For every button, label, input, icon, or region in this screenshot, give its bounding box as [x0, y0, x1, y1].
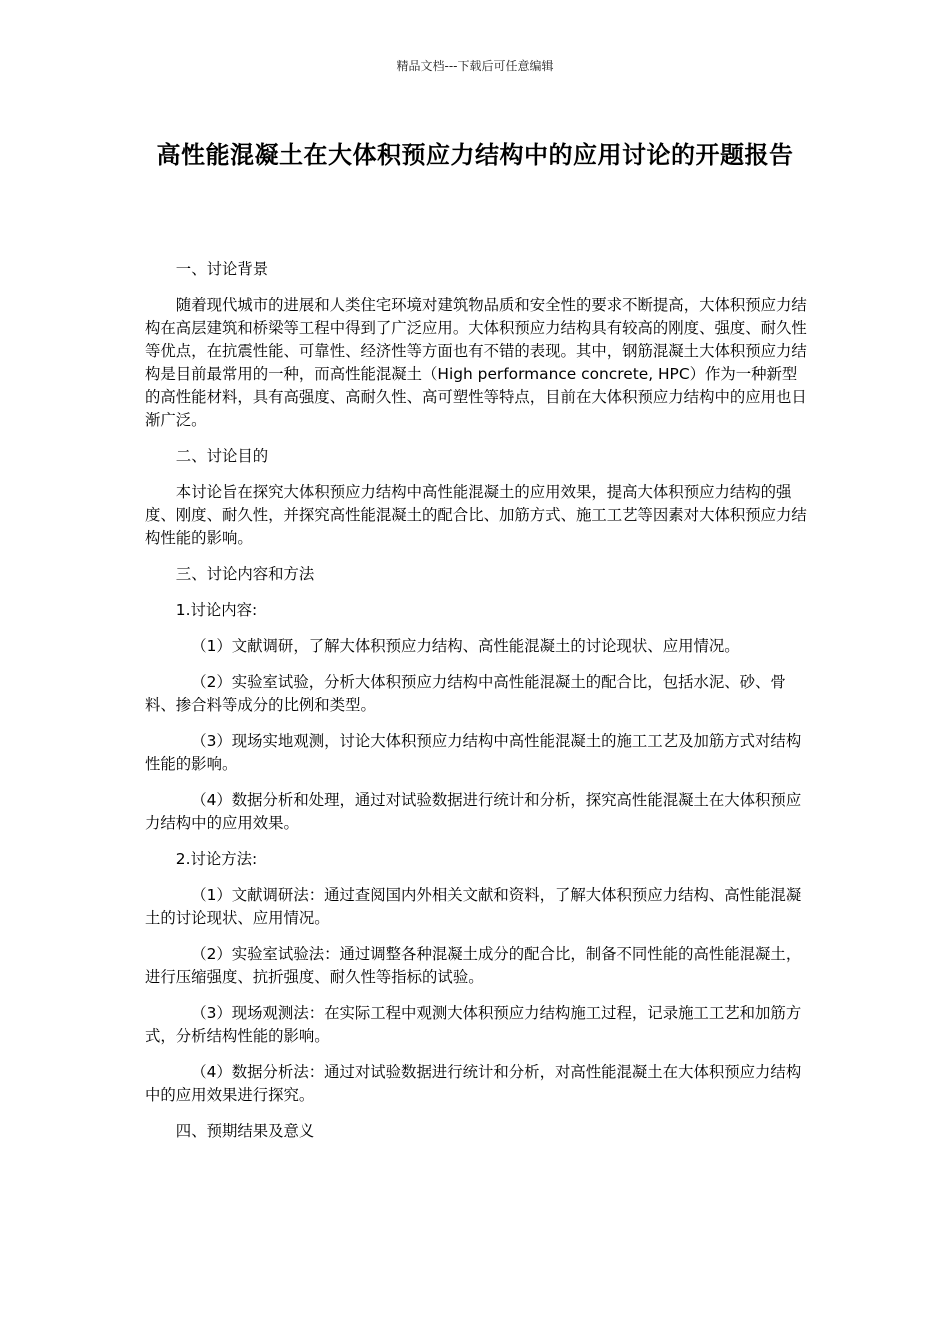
list-item: （4）数据分析和处理，通过对试验数据进行统计和分析，探究高性能混凝土在大体积预应力结构中的应用效果。	[145, 791, 802, 832]
section-heading-background: 一、讨论背景	[175, 260, 269, 278]
list-item: （2）实验室试验法：通过调整各种混凝土成分的配合比，制备不同性能的高性能混凝土，进行压缩强度、抗折强度、耐久性等指标的试验。	[145, 945, 802, 986]
list-item: （1）文献调研法：通过查阅国内外相关文献和资料，了解大体积预应力结构、高性能混凝土的讨论现状、应用情况。	[145, 886, 802, 927]
paragraph-background: 随着现代城市的进展和人类住宅环境对建筑物品质和安全性的要求不断提高，大体积预应力结构在高层建筑和桥梁等工程中得到了广泛应用。大体积预应力结构具有较高的刚度、强度、耐久性等优点，在抗震性能、可靠性、经济性等方面也有不错的表现。其中，钢筋混凝土大体积预应力结构是目前最常用的一种，而高性能混凝土（High performance concrete, HPC）作为一种新型的高性能材料，具有高强度、高耐久性、高可塑性等特点，目前在大体积预应力结构中的应用也日渐广泛。	[145, 296, 807, 429]
document-title: 高性能混凝土在大体积预应力结构中的应用讨论的开题报告	[156, 141, 794, 169]
section-heading-purpose: 二、讨论目的	[175, 447, 269, 465]
page-header-watermark: 精品文档---下载后可任意编辑	[396, 59, 554, 73]
list-item: （3）现场观测法：在实际工程中观测大体积预应力结构施工过程，记录施工工艺和加筋方式，分析结构性能的影响。	[145, 1004, 802, 1045]
list-item: （4）数据分析法：通过对试验数据进行统计和分析，对高性能混凝土在大体积预应力结构中的应用效果进行探究。	[145, 1063, 802, 1104]
subheading-methods: 2.讨论方法:	[175, 850, 258, 868]
subheading-content: 1.讨论内容:	[175, 601, 258, 619]
section-heading-expected: 四、预期结果及意义	[175, 1122, 315, 1140]
section-heading-content-methods: 三、讨论内容和方法	[175, 565, 315, 583]
list-item: （2）实验室试验，分析大体积预应力结构中高性能混凝土的配合比，包括水泥、砂、骨料、掺合料等成分的比例和类型。	[145, 673, 786, 714]
list-item: （3）现场实地观测，讨论大体积预应力结构中高性能混凝土的施工工艺及加筋方式对结构性能的影响。	[145, 732, 802, 773]
document-body	[145, 258, 807, 1156]
list-item: （1）文献调研，了解大体积预应力结构、高性能混凝土的讨论现状、应用情况。	[191, 637, 740, 655]
paragraph-purpose: 本讨论旨在探究大体积预应力结构中高性能混凝土的应用效果，提高大体积预应力结构的强度、刚度、耐久性，并探究高性能混凝土的配合比、加筋方式、施工工艺等因素对大体积预应力结构性能的影响。	[145, 483, 807, 547]
